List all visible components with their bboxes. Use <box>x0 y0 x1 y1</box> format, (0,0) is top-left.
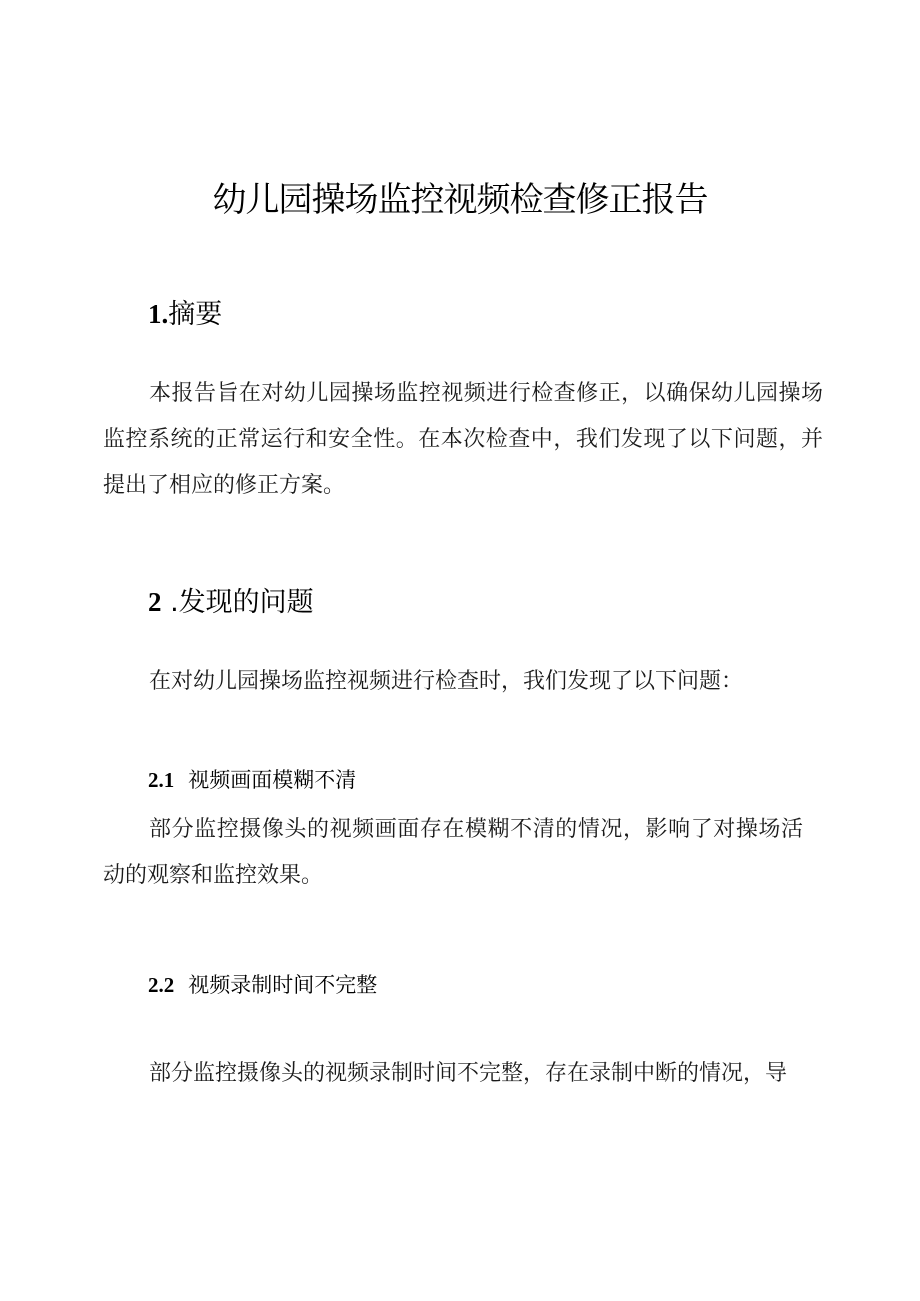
subsection-title: 视频录制时间不完整 <box>188 973 378 997</box>
subsection-number: 2.2 <box>148 973 175 997</box>
section-title: .发现的问题 <box>161 587 314 618</box>
blurry-video-paragraph: 部分监控摄像头的视频画面存在模糊不清的情况，影响了对操场活动的观察和监控效果。 <box>103 817 803 888</box>
subsection-heading-incomplete-recording <box>148 970 377 1000</box>
subsection-title: 视频画面模糊不清 <box>188 768 357 792</box>
section-title: 摘要 <box>168 299 223 330</box>
incomplete-recording-paragraph: 部分监控摄像头的视频录制时间不完整，存在录制中断的情况，导 <box>149 1061 788 1086</box>
document-title: 幼儿园操场监控视频检查修正报告 <box>212 180 708 220</box>
subsection-number: 2.1 <box>148 768 175 792</box>
subsection-heading-blurry-video <box>148 765 356 795</box>
summary-paragraph: 本报告旨在对幼儿园操场监控视频进行检查修正，以确保幼儿园操场监控系统的正常运行和安全性。在本次检查中，我们发现了以下问题，并提出了相应的修正方案。 <box>103 381 823 498</box>
section-number: 1. <box>148 299 169 329</box>
section-heading-issues <box>148 584 314 621</box>
section-heading-summary <box>148 296 222 333</box>
issues-intro-paragraph: 在对幼儿园操场监控视频进行检查时，我们发现了以下问题： <box>149 669 744 694</box>
section-number: 2 <box>148 587 162 617</box>
